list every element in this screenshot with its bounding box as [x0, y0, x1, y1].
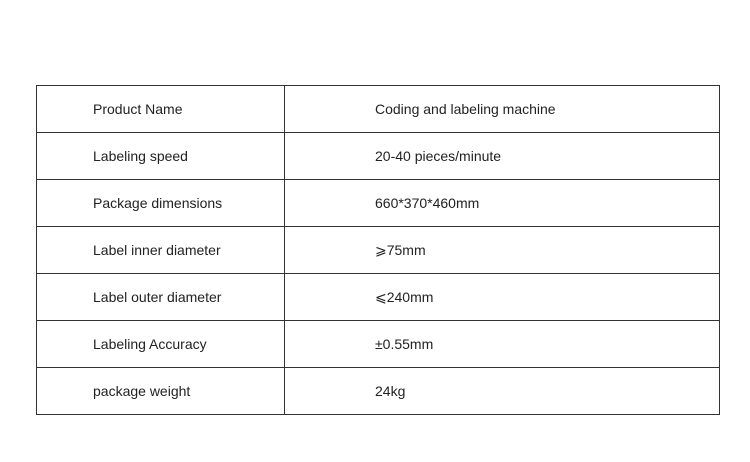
spec-value: ⩾75mm: [285, 227, 720, 274]
spec-name: Product Name: [37, 86, 285, 133]
spec-value: 24kg: [285, 368, 720, 415]
table-row: [37, 86, 720, 133]
spec-name: Label inner diameter: [37, 227, 285, 274]
spec-name: Labeling speed: [37, 133, 285, 180]
spec-name: Package dimensions: [37, 180, 285, 227]
spec-name: Label outer diameter: [37, 274, 285, 321]
table-row: [37, 368, 720, 415]
spec-value: 20-40 pieces/minute: [285, 133, 720, 180]
spec-table: [36, 85, 720, 415]
spec-name: Labeling Accuracy: [37, 321, 285, 368]
table-row: [37, 274, 720, 321]
spec-value: 660*370*460mm: [285, 180, 720, 227]
table-row: [37, 227, 720, 274]
table-row: [37, 133, 720, 180]
spec-value: ±0.55mm: [285, 321, 720, 368]
spec-name: package weight: [37, 368, 285, 415]
spec-value: Coding and labeling machine: [285, 86, 720, 133]
table-row: [37, 321, 720, 368]
spec-value: ⩽240mm: [285, 274, 720, 321]
table-row: [37, 180, 720, 227]
